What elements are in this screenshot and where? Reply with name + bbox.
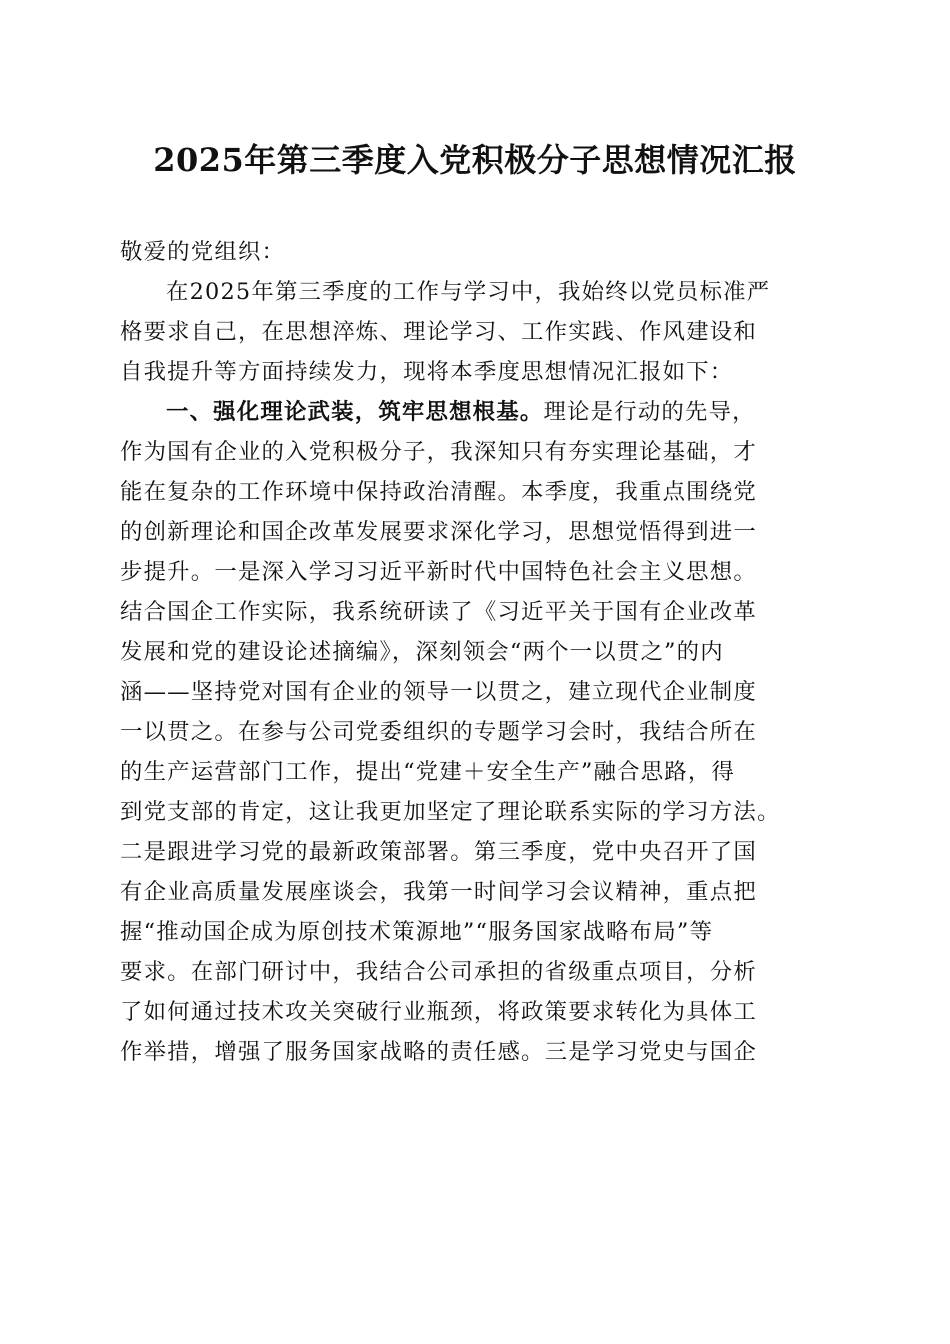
paragraph-line: 二是跟进学习党的最新政策部署。第三季度，党中央召开了国 (120, 839, 757, 865)
paragraph-line: 一以贯之。在参与公司党委组织的专题学习会时，我结合所在 (120, 719, 757, 745)
paragraph-line: 涵——坚持党对国有企业的领导一以贯之，建立现代企业制度 (120, 679, 757, 705)
paragraph-line: 发展和党的建设论述摘编》，深刻领会“两个一以贯之”的内 (120, 639, 724, 665)
paragraph-line: 到党支部的肯定，这让我更加坚定了理论联系实际的学习方法。 (120, 799, 781, 825)
paragraph-line: 有企业高质量发展座谈会，我第一时间学习会议精神，重点把 (120, 879, 757, 905)
intro-line: 格要求自己，在思想淬炼、理论学习、工作实践、作风建设和 (120, 319, 757, 345)
paragraph-line: 作为国有企业的入党积极分子，我深知只有夯实理论基础，才 (120, 439, 757, 465)
paragraph-line: 结合国企工作实际，我系统研读了《习近平关于国有企业改革 (120, 599, 757, 625)
intro-line: 自我提升等方面持续发力，现将本季度思想情况汇报如下： (120, 359, 734, 385)
intro-line: 在2025年第三季度的工作与学习中，我始终以党员标准严 (166, 279, 771, 305)
section-1-first-line (120, 392, 830, 432)
document-title: 2025年第三季度入党积极分子思想情况汇报 (153, 141, 797, 179)
paragraph-line: 的生产运营部门工作，提出“党建＋安全生产”融合思路，得 (120, 759, 736, 785)
document-body (120, 232, 830, 1072)
section-1-heading: 一、强化理论武装，筑牢思想根基。 (166, 399, 544, 425)
paragraph-line: 的创新理论和国企改革发展要求深化学习，思想觉悟得到进一 (120, 519, 757, 545)
salutation: 敬爱的党组织： (120, 239, 286, 265)
paragraph-line: 握“推动国企成为原创技术策源地”“服务国家战略布局”等 (120, 919, 714, 945)
paragraph-line: 步提升。一是深入学习习近平新时代中国特色社会主义思想。 (120, 559, 757, 585)
section-1-first-line-text: 理论是行动的先导， (543, 399, 756, 425)
paragraph-line: 要求。在部门研讨中，我结合公司承担的省级重点项目，分析 (120, 959, 757, 985)
paragraph-line: 作举措，增强了服务国家战略的责任感。三是学习党史与国企 (120, 1039, 757, 1065)
paragraph-line: 了如何通过技术攻关突破行业瓶颈，将政策要求转化为具体工 (120, 999, 757, 1025)
paragraph-line: 能在复杂的工作环境中保持政治清醒。本季度，我重点围绕党 (120, 479, 757, 505)
